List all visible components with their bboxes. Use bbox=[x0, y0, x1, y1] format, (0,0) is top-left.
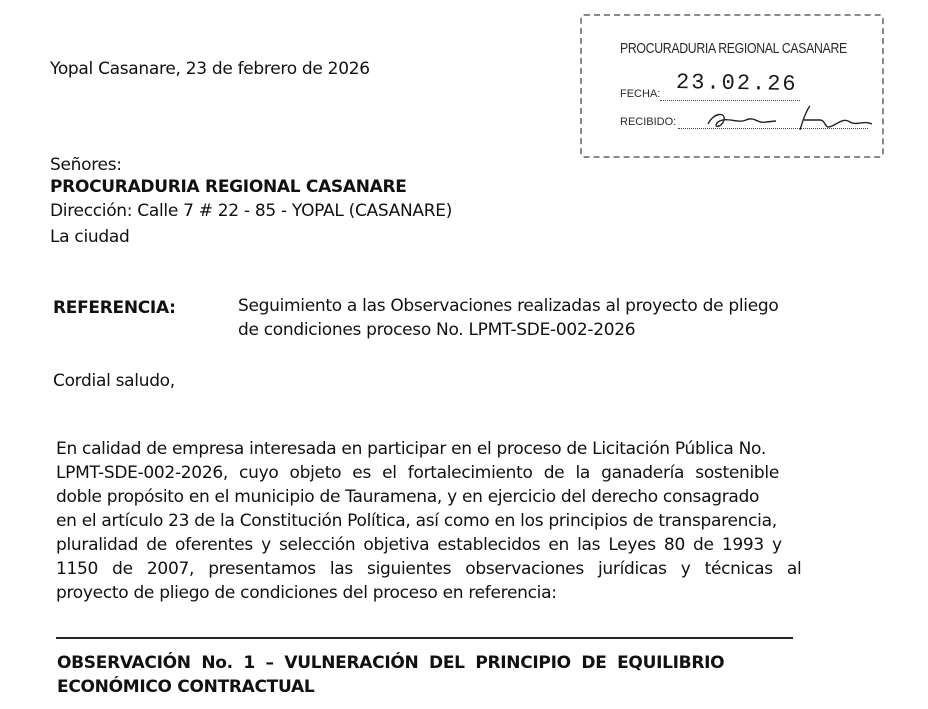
body-line-6: 1150 de 2007, presentamos las siguientes observaciones jurídicas y técnicas al bbox=[56, 559, 802, 579]
place-and-date: Yopal Casanare, 23 de febrero de 2026 bbox=[50, 59, 370, 79]
body-line-2: LPMT-SDE-002-2026, cuyo objeto es el fortalecimiento de la ganadería sostenible bbox=[56, 463, 779, 483]
reference-label: REFERENCIA: bbox=[53, 298, 176, 318]
body-line-7: proyecto de pliego de condiciones del proceso en referencia: bbox=[56, 583, 557, 603]
received-stamp bbox=[580, 14, 884, 158]
body-line-4: en el artículo 23 de la Constitución Política, así como en los principios de transparencia, bbox=[56, 511, 777, 531]
stamp-fecha-line bbox=[660, 100, 800, 101]
greeting: Cordial saludo, bbox=[53, 371, 175, 391]
recipient-city: La ciudad bbox=[50, 227, 130, 247]
salutation: Señores: bbox=[50, 155, 122, 175]
signature-scribble bbox=[704, 104, 879, 136]
section-divider bbox=[56, 637, 793, 639]
observation-title-line-2: ECONÓMICO CONTRACTUAL bbox=[57, 677, 315, 697]
recipient-address: Dirección: Calle 7 # 22 - 85 - YOPAL (CASANARE) bbox=[50, 201, 453, 221]
stamp-recibido-label: RECIBIDO: bbox=[620, 116, 677, 128]
body-line-5: pluralidad de oferentes y selección objetiva establecidos en las Leyes 80 de 1993 y bbox=[56, 535, 782, 555]
stamp-fecha-label: FECHA: bbox=[620, 88, 661, 100]
stamp-title: PROCURADURIA REGIONAL CASANARE bbox=[620, 40, 847, 57]
stamp-date: 23.02.26 bbox=[675, 69, 798, 98]
body-line-1: En calidad de empresa interesada en participar en el proceso de Licitación Pública No. bbox=[56, 439, 766, 459]
observation-title-line-1: OBSERVACIÓN No. 1 – VULNERACIÓN DEL PRINCIPIO DE EQUILIBRIO bbox=[57, 653, 725, 673]
reference-line-1: Seguimiento a las Observaciones realizadas al proyecto de pliego bbox=[238, 296, 779, 316]
body-line-3: doble propósito en el municipio de Tauramena, y en ejercicio del derecho consagrado bbox=[56, 487, 760, 507]
recipient-name: PROCURADURIA REGIONAL CASANARE bbox=[50, 177, 407, 197]
reference-line-2: de condiciones proceso No. LPMT-SDE-002-2026 bbox=[238, 320, 636, 340]
